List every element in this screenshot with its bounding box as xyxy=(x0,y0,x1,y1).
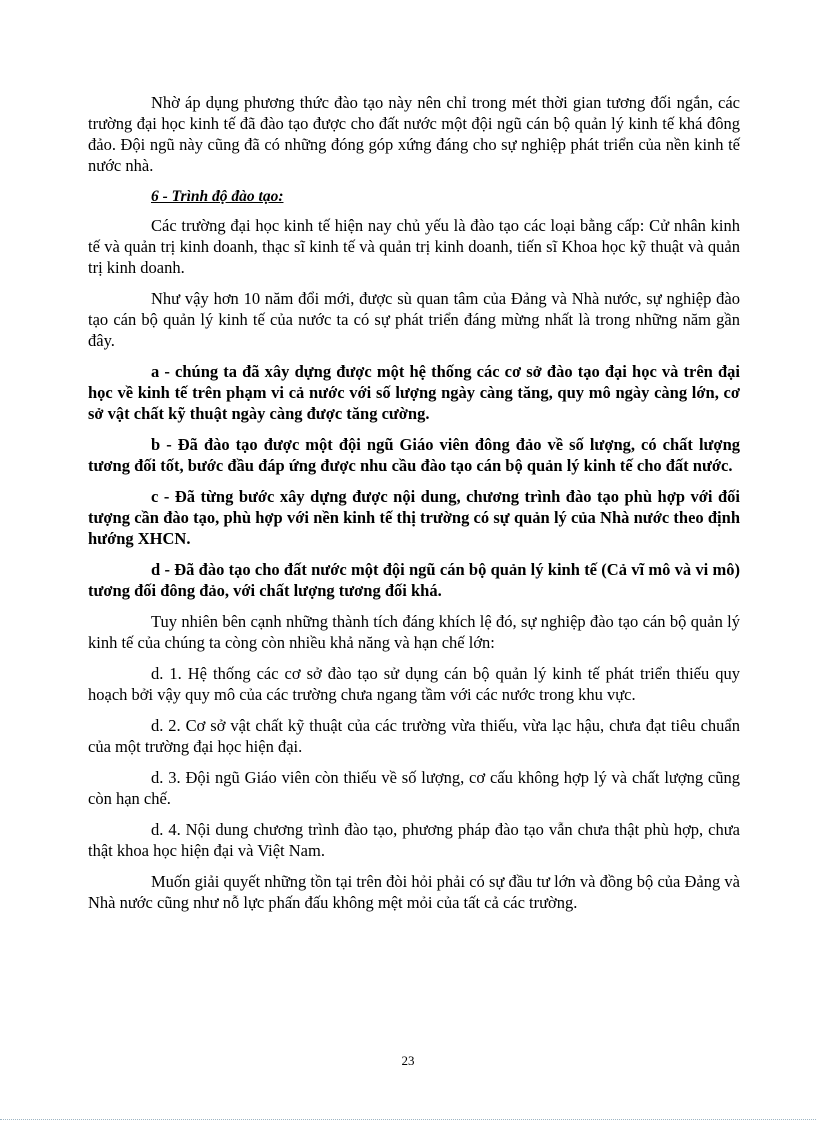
paragraph: Các trường đại học kinh tế hiện nay chủ yếu là đào tạo các loại bằng cấp: Cử nhân kinh tế và quản trị kinh doanh, thạc sĩ kinh tế và quản trị kinh doanh, tiến sĩ Khoa học kỹ thuật và quản trị kinh doanh. xyxy=(88,216,740,277)
paragraph: d. 3. Đội ngũ Giáo viên còn thiếu về số lượng, cơ cấu không hợp lý và chất lượng cũng còn hạn chế. xyxy=(88,768,740,808)
paragraph: d. 4. Nội dung chương trình đào tạo, phương pháp đào tạo vẫn chưa thật phù hợp, chưa thật khoa học hiện đại và Việt Nam. xyxy=(88,820,740,860)
page-boundary-dotted-line xyxy=(0,1119,816,1120)
paragraph: Tuy nhiên bên cạnh những thành tích đáng khích lệ đó, sự nghiệp đào tạo cán bộ quản lý kinh tế của chúng ta còng còn nhiều khả năng và hạn chế lớn: xyxy=(88,612,740,652)
paragraph: Muốn giải quyết những tồn tại trên đòi hỏi phải có sự đầu tư lớn và đồng bộ của Đảng và Nhà nước cũng như nỗ lực phấn đấu không mệt mỏi của tất cả các trường. xyxy=(88,872,740,912)
document-body xyxy=(88,92,740,923)
paragraph: a - chúng ta đã xây dựng được một hệ thống các cơ sở đào tạo đại học và trên đại học về kinh tế trên phạm vi cả nước với số lượng ngày càng tăng, quy mô ngày càng lớn, cơ sở vật chất kỹ thuật ngày càng được tăng cường. xyxy=(88,362,740,423)
paragraph: b - Đã đào tạo được một đội ngũ Giáo viên đông đảo về số lượng, có chất lượng tương đối tốt, bước đầu đáp ứng được nhu cầu đào tạo cán bộ quản lý kinh tế cho đất nước. xyxy=(88,435,740,475)
paragraph: d - Đã đào tạo cho đất nước một đội ngũ cán bộ quản lý kinh tế (Cả vĩ mô và vi mô) tương đối đông đảo, với chất lượng tương đối khá. xyxy=(88,560,740,600)
section-heading: 6 - Trình độ đào tạo: xyxy=(151,188,284,205)
paragraph: c - Đã từng bước xây dựng được nội dung, chương trình đào tạo phù hợp với đối tượng cần đào tạo, phù hợp với nền kinh tế thị trường có sự quản lý của Nhà nước theo định hướng XHCN. xyxy=(88,487,740,548)
paragraph: Nhờ áp dụng phương thức đào tạo này nên chỉ trong mét thời gian tương đối ngắn, các trường đại học kinh tế đã đào tạo được cho đất nước một đội ngũ cán bộ quản lý kinh tế khá đông đảo. Đội ngũ này cũng đã có những đóng góp xứng đáng cho sự nghiệp phát triển của nền kinh tế nước nhà. xyxy=(88,93,740,175)
paragraph: d. 2. Cơ sở vật chất kỹ thuật của các trường vừa thiếu, vừa lạc hậu, chưa đạt tiêu chuẩn của một trường đại học hiện đại. xyxy=(88,716,740,756)
paragraph: d. 1. Hệ thống các cơ sở đào tạo sử dụng cán bộ quản lý kinh tế phát triển thiếu quy hoạch bởi vậy quy mô của các trường chưa ngang tầm với các nước trong khu vực. xyxy=(88,664,740,704)
paragraph: Như vậy hơn 10 năm đổi mới, được sù quan tâm của Đảng và Nhà nước, sự nghiệp đào tạo cán bộ quản lý kinh tế của nước ta có sự phát triển đáng mừng nhất là trong những năm gần đây. xyxy=(88,289,740,350)
page-number: 23 xyxy=(401,1053,415,1068)
